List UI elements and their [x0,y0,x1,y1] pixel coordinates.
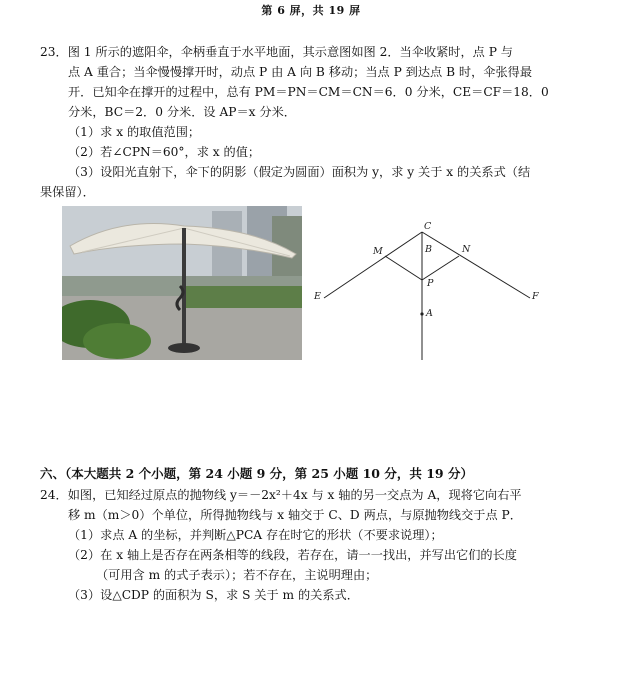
problem-23-q2: （2）若∠CPN＝60°，求 x 的值； [68,145,261,159]
label-b: B [425,244,432,255]
label-c: C [424,221,432,232]
problem-23-q1: （1）求 x 的取值范围； [68,125,201,139]
umbrella-diagram [312,216,552,364]
problem-24-line-1: 24．如图，已知经过原点的抛物线 y＝－2x²＋4x 与 x 轴的另一交点为 A，现将它向右平 [40,488,522,502]
label-n: N [462,244,471,255]
problem-24-line-2: 移 m（m＞0）个单位，所得抛物线与 x 轴交于 C、D 两点，与原抛物线交于点 P． [68,508,522,522]
problem-23-line-4: 分米，BC＝2．0 分米．设 AP＝x 分米． [68,105,296,119]
problem-23 [40,42,588,202]
label-e: E [314,291,321,302]
problem-24 [40,485,588,605]
problem-23-line-1: 23．图 1 所示的遮阳伞，伞柄垂直于水平地面，其示意图如图 2．当伞收紧时，点 P 与 [40,45,513,59]
problem-24-q2a: （2）在 x 轴上是否存在两条相等的线段，若存在，请一一找出，并写出它们的长度 [68,548,517,562]
problem-24-q2b: （可用含 m 的式子表示）；若不存在，主说明理由； [96,568,378,582]
problem-24-q3: （3）设△CDP 的面积为 S，求 S 关于 m 的关系式． [68,588,359,602]
umbrella-diagram-icon [312,216,552,364]
problem-23-line-3: 开．已知伞在撑开的过程中，总有 PM＝PN＝CM＝CN＝6．0 分米，CE＝CF＝18．0 [68,85,549,99]
problem-23-q3a: （3）设阳光直射下，伞下的阴影（假定为圆面）面积为 y，求 y 关于 x 的关系式（结 [68,165,531,179]
label-p: P [427,278,434,289]
page-header: 第 6 屏，共 19 屏 [261,4,361,17]
problem-23-q3b: 果保留）． [40,185,95,199]
problem-23-line-2: 点 A 重合；当伞慢慢撑开时，动点 P 由 A 向 B 移动；当点 P 到达点 B 时，伞张得最 [68,65,533,79]
label-f: F [532,291,539,302]
problem-24-q1: （1）求点 A 的坐标，并判断△PCA 存在时它的形状（不要求说理）； [68,528,443,542]
umbrella-photo [62,206,302,360]
section-6-title: 六、（本大题共 2 个小题，第 24 小题 9 分，第 25 小题 10 分，共 19 分） [40,466,473,481]
label-m: M [373,246,383,257]
label-a: A [426,308,433,319]
umbrella-photo-icon [62,206,302,360]
